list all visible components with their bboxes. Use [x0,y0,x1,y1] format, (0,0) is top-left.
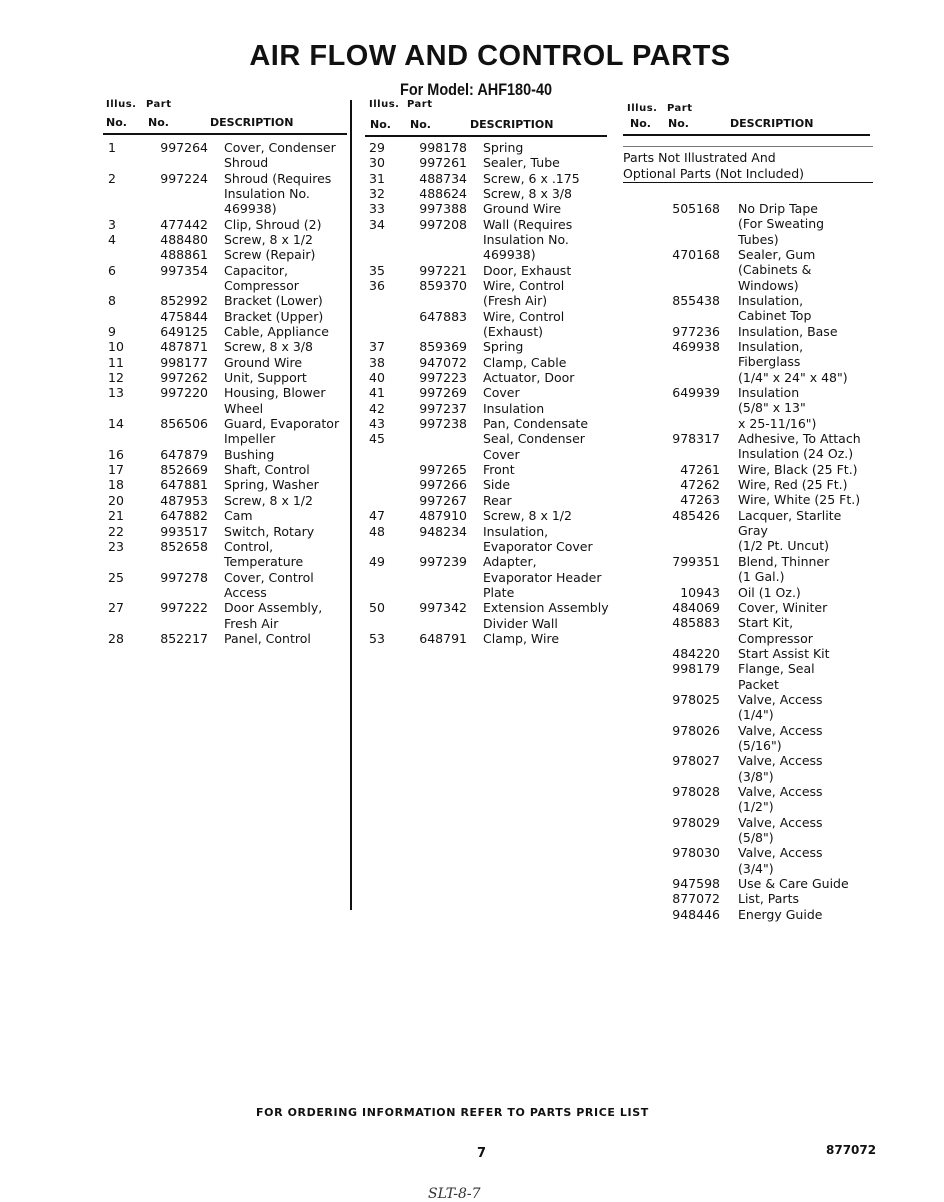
part-description: Compressor [738,630,813,646]
illus-number: 43 [369,416,385,432]
part-description: Start Assist Kit [738,645,830,661]
part-number: 485883 [672,615,720,631]
col3-header-description: DESCRIPTION [730,117,814,130]
part-description: (Exhaust) [483,324,543,340]
part-number: 470168 [672,247,720,263]
part-number: 978317 [672,431,720,447]
illus-number: 36 [369,278,385,294]
part-description: Start Kit, [738,615,794,631]
column-divider [350,100,352,910]
part-description: Screw, 8 x 1/2 [224,232,313,248]
part-description: Screw, 8 x 3/8 [483,186,572,202]
part-number: 647879 [160,446,208,462]
col1-header-illus: Illus. [106,99,137,110]
part-description: Temperature [224,554,304,570]
part-number: 998178 [419,140,467,155]
part-description: Side [483,477,511,493]
part-description: Insulation, Base [738,323,838,339]
part-description: Oil (1 Oz.) [738,584,801,600]
part-description: Insulation [738,385,800,401]
part-number: 649939 [672,385,720,401]
part-description: Fresh Air [224,615,279,631]
part-number: 947072 [419,354,467,370]
part-description: Insulation (24 Oz.) [738,446,854,462]
col2-header-illus: Illus. [369,99,400,110]
part-number: 948446 [672,906,720,922]
illus-number: 10 [108,339,124,355]
illus-number: 32 [369,186,385,202]
part-number: 947598 [672,875,720,891]
part-description: Wire, Black (25 Ft.) [738,461,858,477]
part-number: 47262 [680,477,720,493]
illus-number: 34 [369,216,385,232]
part-description: Adhesive, To Attach [738,431,861,447]
part-description: Screw, 6 x .175 [483,170,580,186]
part-number: 978028 [672,783,720,799]
illus-number: 29 [369,140,385,155]
part-number: 856506 [160,416,208,432]
part-number: 852217 [160,630,208,646]
part-number: 647882 [160,508,208,524]
part-description: Sealer, Gum [738,247,816,263]
illus-number: 33 [369,201,385,217]
part-number: 978027 [672,753,720,769]
part-description: Access [224,584,267,600]
part-description: Bushing [224,446,275,462]
part-description: Spring [483,339,524,355]
part-number: 852658 [160,538,208,554]
part-description: Insulation, [738,339,804,355]
part-description: Cover [483,446,520,462]
ordering-info-footer: FOR ORDERING INFORMATION REFER TO PARTS PRICE LIST [256,1106,649,1119]
part-description: Cover, Control [224,569,314,585]
illus-number: 16 [108,446,124,462]
part-number: 977236 [672,323,720,339]
illus-number: 2 [108,170,116,186]
part-number: 47263 [680,492,720,508]
part-description: Insulation, [738,293,804,309]
col3-header-illus: Illus. [627,103,658,114]
part-number: 997239 [419,554,467,570]
part-description: Switch, Rotary [224,523,315,539]
part-description: Cable, Appliance [224,324,329,340]
part-number: 852669 [160,462,208,478]
part-description: 469938) [483,247,536,263]
part-description: Seal, Condenser [483,431,585,447]
part-description: (1/4" x 24" x 48") [738,369,848,385]
illus-number: 25 [108,569,124,585]
illus-number: 37 [369,339,385,355]
part-description: Unit, Support [224,370,307,386]
part-description: Valve, Access [738,753,823,769]
part-number: 649125 [160,324,208,340]
part-number: 852992 [160,293,208,309]
part-description: Guard, Evaporator [224,416,340,432]
illus-number: 18 [108,477,124,493]
part-description: Screw, 8 x 3/8 [224,339,313,355]
part-number: 997278 [160,569,208,585]
illus-number: 23 [108,538,124,554]
illus-number: 3 [108,216,116,232]
col1-header-part: Part [146,99,172,110]
part-number: 997237 [419,400,467,416]
part-number: 997269 [419,385,467,401]
col1-header-no: No. [106,116,127,129]
part-description: (1/2") [738,799,774,815]
part-number: 998177 [160,354,208,370]
part-number: 488861 [160,247,208,263]
part-description: List, Parts [738,891,799,907]
part-description: Extension Assembly [483,600,609,616]
part-number: 484069 [672,599,720,615]
part-description: Shroud [224,155,269,171]
part-number: 855438 [672,293,720,309]
illus-number: 20 [108,492,124,508]
part-number: 998179 [672,661,720,677]
illus-number: 53 [369,630,385,646]
part-number: 978026 [672,722,720,738]
part-number: 997265 [419,462,467,478]
document-number: 877072 [826,1143,877,1157]
part-number: 993517 [160,523,208,539]
part-description: Wall (Requires [483,216,573,232]
illus-number: 35 [369,262,385,278]
part-number: 484220 [672,645,720,661]
part-number: 10943 [680,584,720,600]
part-number: 469938 [672,339,720,355]
part-number: 978025 [672,691,720,707]
part-number: 487871 [160,339,208,355]
illus-number: 48 [369,523,385,539]
part-description: Impeller [224,431,276,447]
illus-number: 4 [108,232,116,248]
part-number: 997221 [419,262,467,278]
part-number: 997267 [419,492,467,508]
part-number: 997388 [419,201,467,217]
part-number: 997266 [419,477,467,493]
illus-number: 6 [108,262,116,278]
illus-number: 42 [369,400,385,416]
part-description: Wire, White (25 Ft.) [738,492,861,508]
part-number: 948234 [419,523,467,539]
col2-header-partno: No. [410,118,431,131]
part-description: (1 Gal.) [738,569,785,585]
part-description: (3/4") [738,860,774,876]
col1-header-partno: No. [148,116,169,129]
part-description: No Drip Tape [738,201,818,216]
col2-header-rule [365,135,607,137]
col2-header-part: Part [407,99,433,110]
part-description: Gray [738,523,768,539]
part-description: Compressor [224,278,299,294]
model-subtitle: For Model: AHF180-40 [400,80,553,99]
part-description: Valve, Access [738,814,823,830]
col3-header-rule [623,134,870,136]
illus-number: 17 [108,462,124,478]
col1-header-description: DESCRIPTION [210,116,294,129]
part-description: (3/8") [738,768,774,784]
col3-section-rule [623,182,873,183]
part-description: Cover [483,385,520,401]
illus-number: 30 [369,155,385,171]
part-description: Valve, Access [738,691,823,707]
part-description: (5/8" x 13" [738,400,806,416]
part-description: Fiberglass [738,354,801,370]
illus-number: 8 [108,293,116,309]
illus-number: 21 [108,508,124,524]
part-number: 997208 [419,216,467,232]
part-number: 485426 [672,507,720,523]
col3-section-line2: Optional Parts (Not Included) [623,166,805,181]
part-description: Insulation, [483,523,549,539]
part-description: (1/2 Pt. Uncut) [738,538,829,554]
illus-number: 11 [108,354,124,370]
illus-number: 13 [108,385,124,401]
part-number: 477442 [160,216,208,232]
handwritten-note: SLT-8-7 [428,1186,481,1202]
col3-dotted-rule [623,146,873,147]
part-description: Actuator, Door [483,370,575,386]
part-description: Valve, Access [738,722,823,738]
part-description: Screw (Repair) [224,247,316,263]
part-description: Use & Care Guide [738,875,849,891]
part-description: Screw, 8 x 1/2 [483,508,572,524]
page-number: 7 [477,1146,487,1161]
part-description: Valve, Access [738,783,823,799]
part-number: 488480 [160,232,208,248]
illus-number: 49 [369,554,385,570]
part-description: Pan, Condensate [483,416,589,432]
part-number: 859369 [419,339,467,355]
col3-header-no: No. [630,117,651,130]
part-number: 648791 [419,630,467,646]
col3-section-line1: Parts Not Illustrated And [623,150,776,165]
part-description: Control, [224,538,274,554]
part-number: 47261 [680,461,720,477]
part-number: 647883 [419,308,467,324]
page-title: AIR FLOW AND CONTROL PARTS [249,40,731,72]
part-number: 488624 [419,186,467,202]
part-description: Panel, Control [224,630,311,646]
part-description: Packet [738,676,779,692]
part-description: Wire, Control [483,278,565,294]
part-description: Evaporator Header [483,569,602,585]
part-description: Wheel [224,400,264,416]
part-description: Insulation No. [224,186,310,202]
illus-number: 14 [108,416,124,432]
part-description: Ground Wire [224,354,303,370]
part-description: Windows) [738,277,799,293]
part-description: Lacquer, Starlite [738,507,842,523]
part-description: Spring, Washer [224,477,319,493]
part-description: Evaporator Cover [483,538,593,554]
part-description: Valve, Access [738,845,823,861]
part-description: Divider Wall [483,615,558,631]
part-number: 997224 [160,170,208,186]
part-description: Spring [483,140,524,155]
part-description: Plate [483,584,515,600]
col2-header-description: DESCRIPTION [470,118,554,131]
part-number: 978029 [672,814,720,830]
part-number: 997220 [160,385,208,401]
illus-number: 41 [369,385,385,401]
part-description: Clamp, Wire [483,630,560,646]
part-description: Sealer, Tube [483,155,560,171]
part-description: Front [483,462,515,478]
part-number: 505168 [672,201,720,216]
part-description: Bracket (Lower) [224,293,323,309]
part-number: 487953 [160,492,208,508]
part-number: 997223 [419,370,467,386]
illus-number: 47 [369,508,385,524]
part-description: (5/8") [738,829,774,845]
part-description: (1/4") [738,707,774,723]
col3-header-partno: No. [668,117,689,130]
part-description: Door Assembly, [224,600,323,616]
part-description: (5/16") [738,737,782,753]
part-number: 997222 [160,600,208,616]
part-description: Wire, Control [483,308,565,324]
part-number: 799351 [672,553,720,569]
part-description: Adapter, [483,554,537,570]
part-description: Blend, Thinner [738,553,830,569]
part-description: Flange, Seal [738,661,815,677]
part-description: x 25-11/16") [738,415,817,431]
part-number: 997264 [160,140,208,155]
part-description: (For Sweating [738,216,825,232]
illus-number: 50 [369,600,385,616]
part-description: Insulation No. [483,232,569,248]
part-description: Bracket (Upper) [224,308,324,324]
part-number: 997262 [160,370,208,386]
illus-number: 27 [108,600,124,616]
part-description: Insulation [483,400,545,416]
illus-number: 38 [369,354,385,370]
part-description: Clamp, Cable [483,354,567,370]
part-description: Ground Wire [483,201,562,217]
part-description: Clip, Shroud (2) [224,216,322,232]
part-number: 997261 [419,155,467,171]
illus-number: 31 [369,170,385,186]
part-description: Screw, 8 x 1/2 [224,492,313,508]
illus-number: 40 [369,370,385,386]
illus-number: 22 [108,523,124,539]
part-description: Energy Guide [738,906,823,922]
part-number: 997354 [160,262,208,278]
part-number: 475844 [160,308,208,324]
part-description: Tubes) [738,231,779,247]
part-description: (Fresh Air) [483,293,548,309]
col3-header-part: Part [667,103,693,114]
part-number: 978030 [672,845,720,861]
illus-number: 12 [108,370,124,386]
part-number: 488734 [419,170,467,186]
part-number: 997238 [419,416,467,432]
illus-number: 1 [108,140,116,155]
part-description: Capacitor, [224,262,288,278]
part-description: (Cabinets & [738,262,812,278]
part-description: 469938) [224,201,277,217]
illus-number: 28 [108,630,124,646]
col1-header-rule [103,133,347,135]
col2-header-no: No. [370,118,391,131]
illus-number: 9 [108,324,116,340]
part-number: 877072 [672,891,720,907]
part-number: 997342 [419,600,467,616]
part-number: 859370 [419,278,467,294]
part-description: Door, Exhaust [483,262,572,278]
part-description: Cabinet Top [738,308,812,324]
part-description: Shaft, Control [224,462,310,478]
part-description: Rear [483,492,512,508]
part-description: Shroud (Requires [224,170,332,186]
part-description: Cover, Winiter [738,599,828,615]
part-description: Cam [224,508,253,524]
part-description: Cover, Condenser [224,140,336,155]
part-description: Housing, Blower [224,385,326,401]
part-description: Wire, Red (25 Ft.) [738,477,848,493]
part-number: 487910 [419,508,467,524]
illus-number: 45 [369,431,385,447]
part-number: 647881 [160,477,208,493]
